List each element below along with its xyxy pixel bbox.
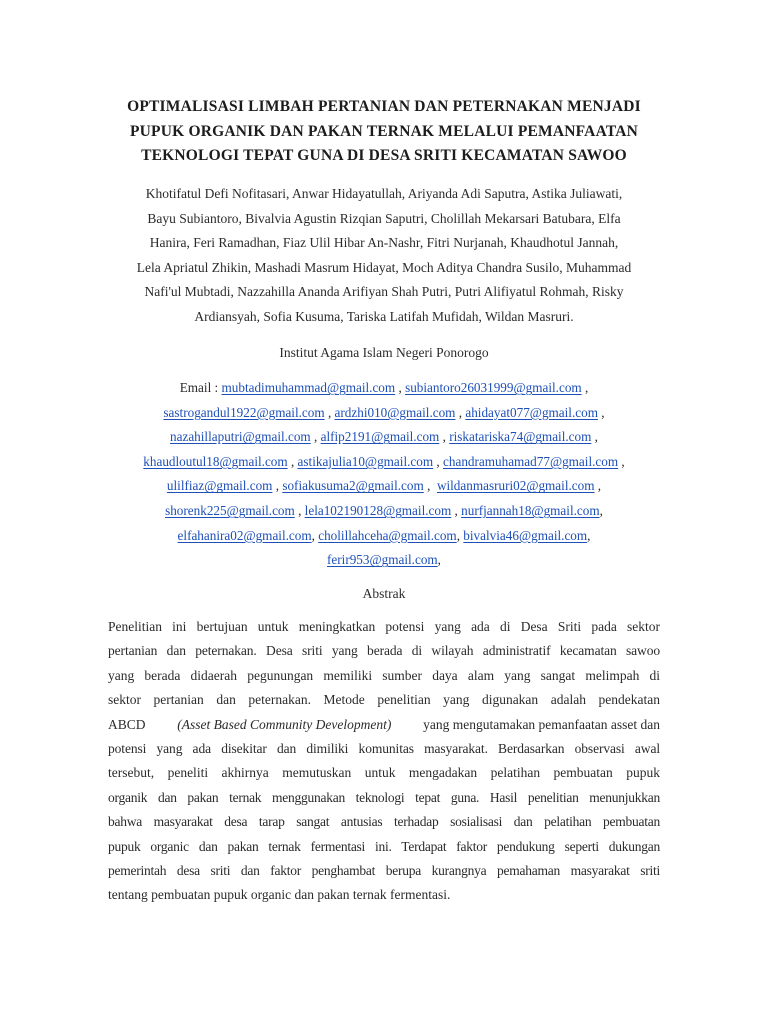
abstract-line: yang berada didaerah pegunungan memiliki sumber daya alam yang sangat melimpah di — [108, 667, 660, 683]
abstract-line: tersebut, peneliti akhirnya memutuskan untuk mengadakan pelatihan pembuatan pupuk — [108, 765, 660, 781]
email-link[interactable]: riskatariska74@gmail.com — [449, 429, 592, 445]
abstract-line: sektor pertanian dan peternakan. Metode penelitian yang digunakan adalah pendekatan — [108, 692, 660, 708]
email-link[interactable]: mubtadimuhammad@gmail.com — [221, 380, 396, 395]
email-link[interactable]: ardzhi010@gmail.com — [334, 404, 456, 420]
abstract-line: Penelitian ini bertujuan untuk meningkatkan potensi yang ada di Desa Sriti pada sektor — [108, 619, 660, 634]
email-link[interactable]: ulilfiaz@gmail.com — [166, 478, 273, 494]
email-link[interactable]: wildanmasruri02@gmail.com — [436, 478, 595, 494]
title-line-2: PUPUK ORGANIK DAN PAKAN TERNAK MELALUI PEMANFAATAN — [130, 122, 638, 140]
email-link[interactable]: elfahanira02@gmail.com — [177, 527, 312, 543]
author-line: Nafi'ul Mubtadi, Nazzahilla Ananda Arifiyan Shah Putri, Putri Alifiyatul Rohmah, Risky — [144, 284, 624, 299]
email-link[interactable]: sofiakusuma2@gmail.com — [282, 478, 424, 494]
abstract-line: pemerintah desa sriti dan faktor penghambat berupa kurangnya pemahaman masyarakat sriti — [108, 863, 660, 879]
paper-title — [100, 95, 668, 169]
author-line: Bayu Subiantoro, Bivalvia Agustin Rizqian Saputri, Cholillah Mekarsari Batubara, Elfa — [147, 210, 621, 226]
email-link[interactable]: ferir953@gmail.com — [327, 552, 438, 568]
title-line-1: OPTIMALISASI LIMBAH PERTANIAN DAN PETERNAKAN MENJADI — [127, 98, 641, 115]
abstract-italic-term: (Asset Based Community Development) — [177, 716, 392, 732]
email-link[interactable]: alfip2191@gmail.com — [320, 429, 440, 445]
abstract-line: pertanian dan peternakan. Desa sriti yang berada di wilayah administratif kecamatan sawoo — [108, 643, 660, 659]
author-list — [90, 182, 678, 329]
title-line-3: TEKNOLOGI TEPAT GUNA DI DESA SRITI KECAMATAN SAWOO — [141, 147, 627, 164]
author-line: Lela Apriatul Zhikin, Mashadi Masrum Hidayat, Moch Aditya Chandra Susilo, Muhammad — [136, 259, 632, 275]
email-link[interactable]: chandramuhamad77@gmail.com — [443, 453, 619, 469]
email-link[interactable]: bivalvia46@gmail.com — [463, 527, 588, 543]
author-line: Hanira, Feri Ramadhan, Fiaz Ulil Hibar An-Nashr, Fitri Nurjanah, Khaudhotul Jannah, — [149, 235, 619, 250]
abstract-line: potensi yang ada disekitar dan dimiliki komunitas masyarakat. Berdasarkan observasi awal — [108, 741, 660, 757]
email-link[interactable]: cholillahceha@gmail.com — [318, 527, 457, 543]
abstract-body — [108, 615, 660, 908]
email-link[interactable]: subiantoro26031999@gmail.com — [405, 380, 582, 395]
author-line: Ardiansyah, Sofia Kusuma, Tariska Latifah Mufidah, Wildan Masruri. — [194, 308, 574, 324]
abstract-heading: Abstrak — [362, 586, 406, 601]
abstract-line: tentang pembuatan pupuk organic dan pakan ternak fermentasi. — [108, 887, 451, 903]
abstract-line: pupuk organic dan pakan ternak fermentasi ini. Terdapat faktor pendukung seperti dukungan — [108, 838, 660, 854]
email-link[interactable]: astikajulia10@gmail.com — [297, 453, 434, 469]
affiliation: Institut Agama Islam Negeri Ponorogo — [279, 345, 489, 360]
abstract-line — [108, 713, 660, 737]
abstract-fragment: yang mengutamakan pemanfaatan asset dan — [423, 716, 660, 732]
email-link[interactable]: shorenk225@gmail.com — [165, 502, 295, 518]
email-link[interactable]: khaudloutul18@gmail.com — [143, 453, 288, 469]
email-link[interactable]: sastrogandul1922@gmail.com — [163, 404, 325, 420]
abstract-fragment: ABCD — [108, 716, 146, 732]
email-block: Email : mubtadimuhammad@gmail.com , subiantoro26031999@gmail.com , sastrogandul1922@gmail.com , ardzhi010@gmail.com , ahidayat077@gmail.com , nazahillaputri@gmail.com , alfip2191@gmail.com , riskatariska74@gmail.com , khaudloutul18@gmail.com , astikajulia10@gmail.com , chandramuhamad77@gmail.com , ulilfiaz@gmail.com , sofiakusuma2@gmail.com , wildanmasruri02@gmail.com , shorenk225@gmail.com , lela102190128@gmail.com , nurfjannah18@gmail.com, elfahanira02@gmail.com, cholillahceha@gmail.com, bivalvia46@gmail.com, ferir953@gmail.com, — [143, 380, 625, 568]
email-link[interactable]: nazahillaputri@gmail.com — [170, 429, 311, 445]
email-label: Email : — [179, 380, 219, 395]
abstract-line: organik dan pakan ternak menggunakan teknologi tepat guna. Hasil penelitian menunjukkan — [108, 789, 660, 805]
abstract-line: bahwa masyarakat desa tarap sangat antusias terhadap sosialisasi dan pelatihan pembuatan — [108, 814, 660, 830]
email-link[interactable]: nurfjannah18@gmail.com — [461, 502, 600, 518]
email-link[interactable]: ahidayat077@gmail.com — [465, 404, 598, 420]
email-link[interactable]: lela102190128@gmail.com — [304, 502, 452, 518]
author-line: Khotifatul Defi Nofitasari, Anwar Hidayatullah, Ariyanda Adi Saputra, Astika Juliawati, — [145, 186, 623, 201]
